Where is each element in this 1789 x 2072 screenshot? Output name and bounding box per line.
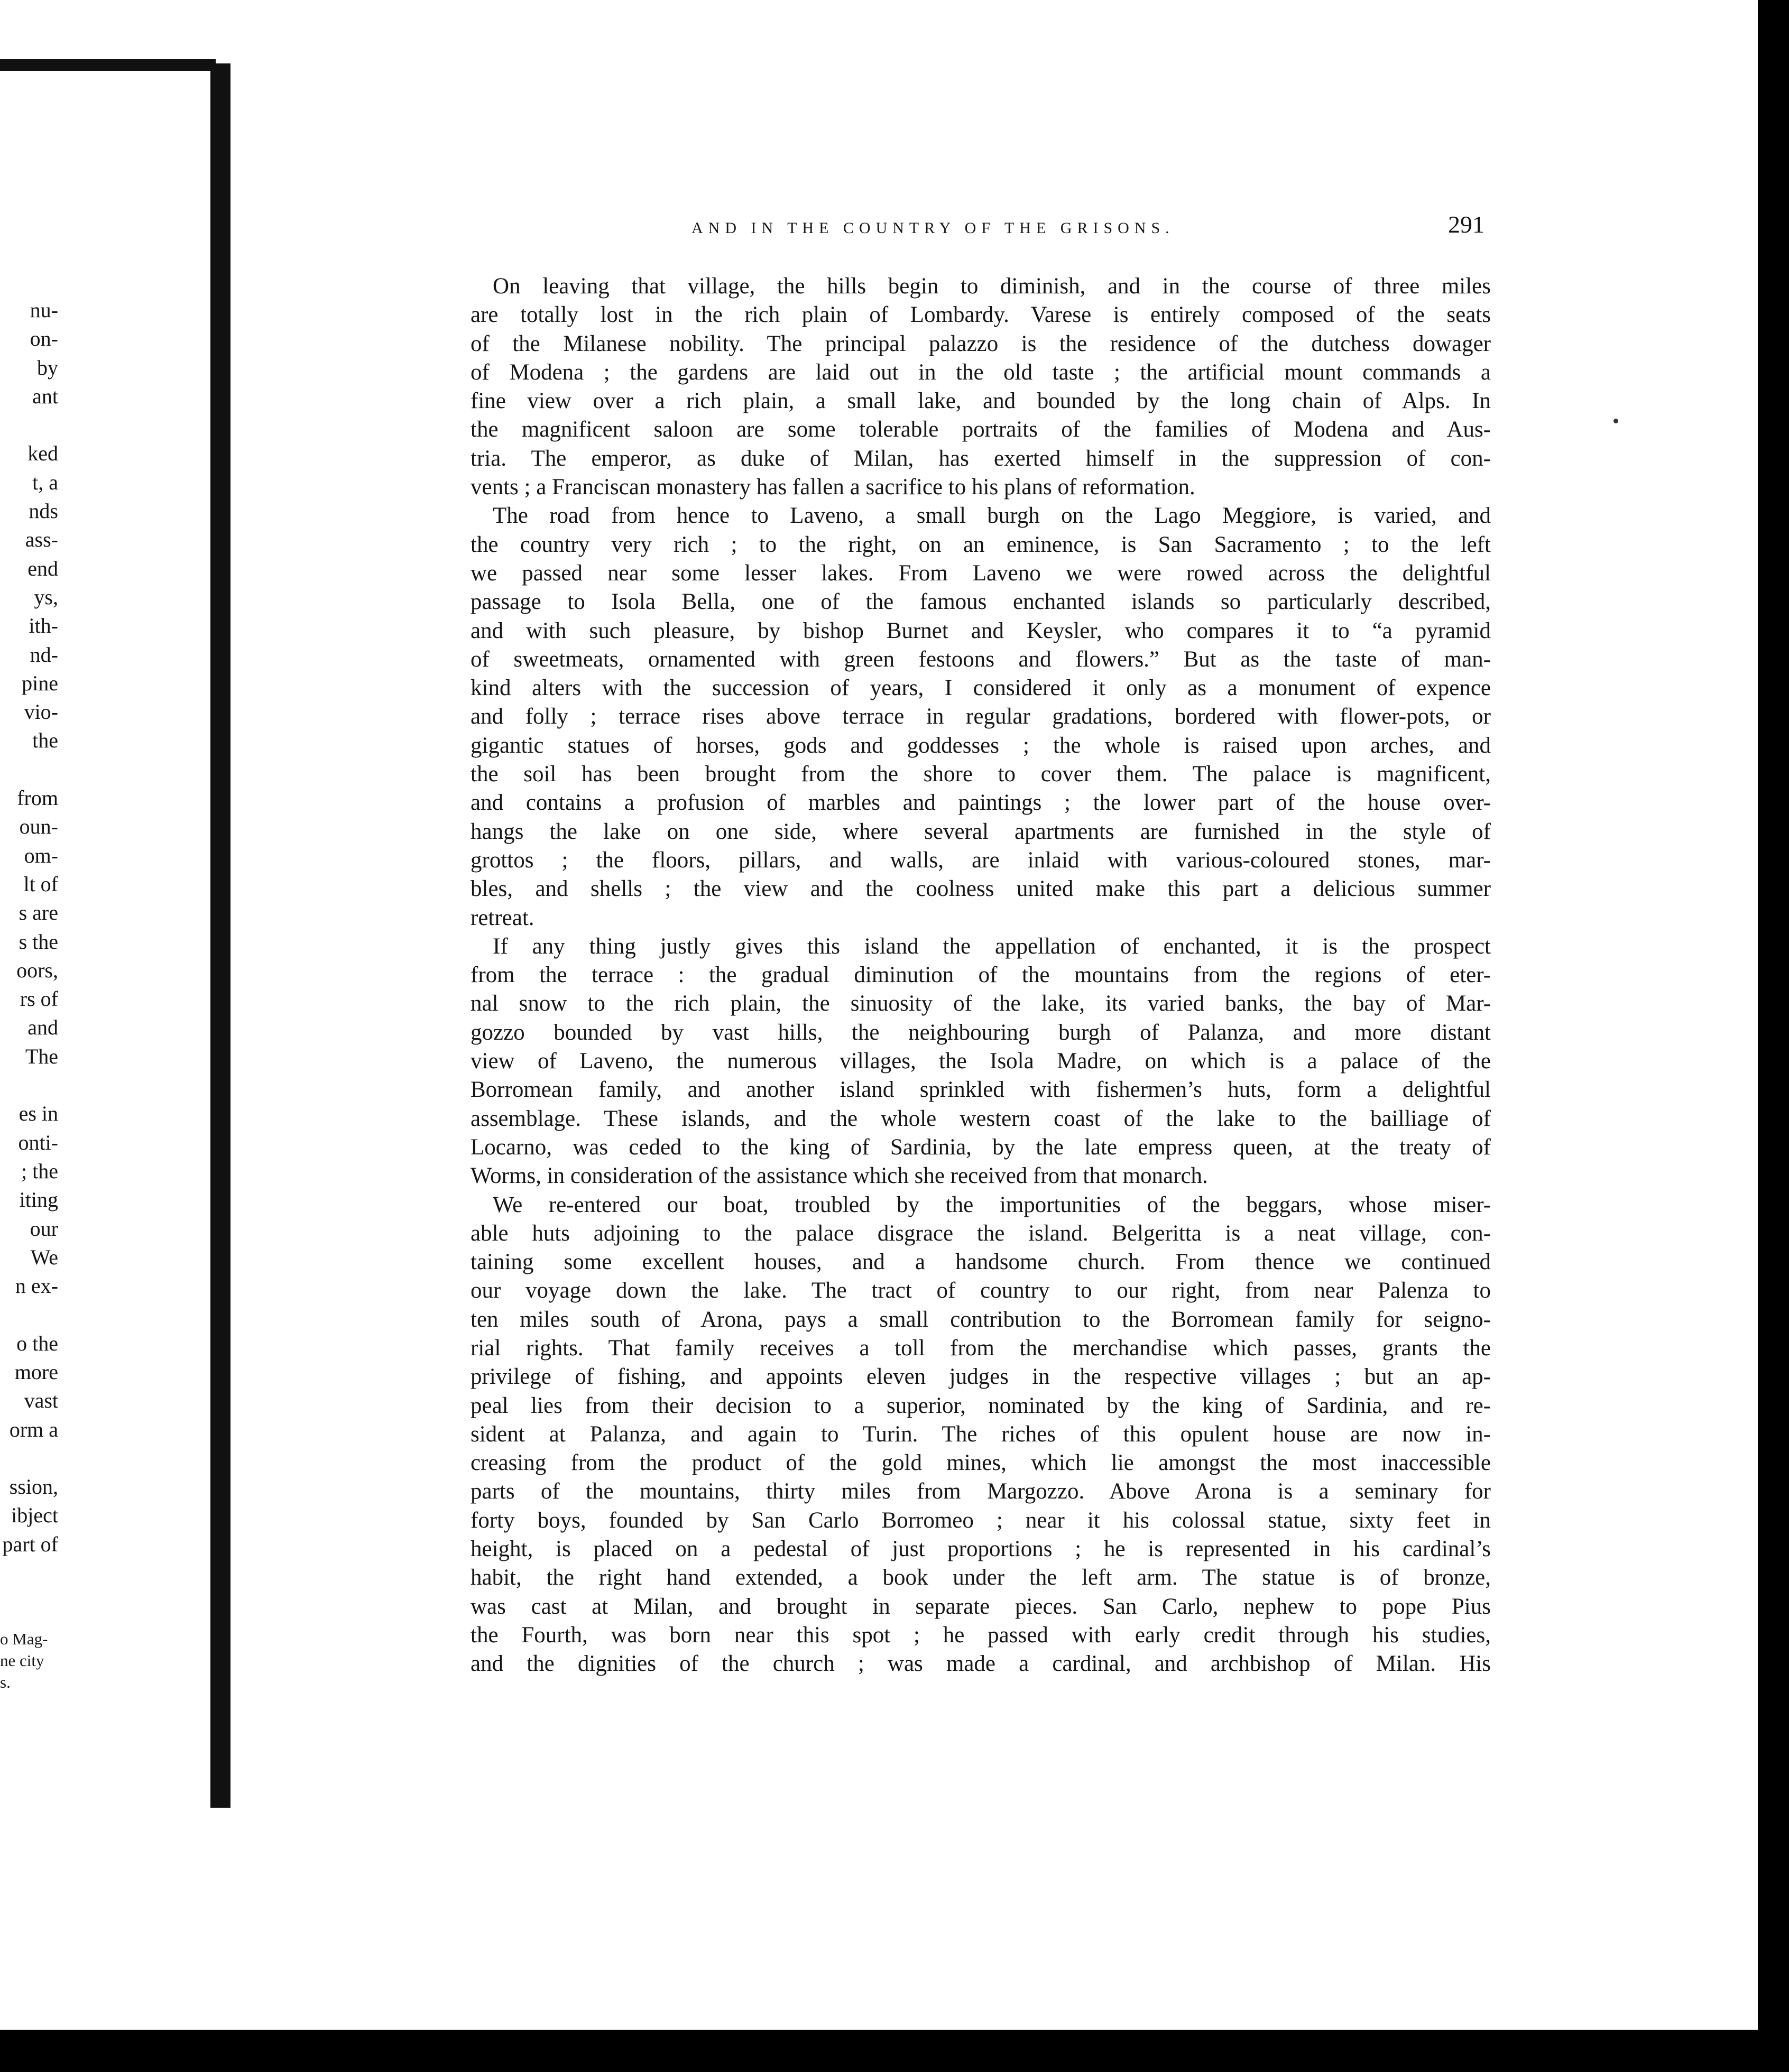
- margin-fragment: orm a: [9, 1417, 58, 1441]
- margin-fragment: iting: [19, 1188, 58, 1212]
- margin-fragment: from: [17, 786, 58, 810]
- text-line: nal snow to the rich plain, the sinuosity of the lake, its varied banks, the bay of Mar-: [471, 991, 1491, 1016]
- text-line: bles, and shells ; the view and the coolness united make this part a delicious summer: [471, 876, 1491, 902]
- margin-note-fragment: o Mag-: [0, 1630, 48, 1648]
- text-line: the magnificent saloon are some tolerable portraits of the families of Modena and Aus-: [471, 417, 1491, 442]
- text-line: passage to Isola Bella, one of the famous enchanted islands so particularly described,: [471, 589, 1491, 615]
- margin-fragment: t, a: [32, 470, 58, 494]
- text-line: Borromean family, and another island sprinkled with fishermen’s huts, form a delightful: [471, 1077, 1491, 1103]
- page-number: 291: [1448, 211, 1484, 238]
- margin-fragment: our: [30, 1216, 58, 1241]
- text-line: taining some excellent houses, and a handsome church. From thence we continued: [471, 1250, 1491, 1275]
- text-line: of sweetmeats, ornamented with green festoons and flowers.” But as the taste of man-: [471, 646, 1491, 672]
- text-line: rial rights. That family receives a toll from the merchandise which passes, grants the: [471, 1335, 1491, 1361]
- previous-page-fragments: [0, 296, 58, 1559]
- text-line: habit, the right hand extended, a book under the left arm. The statue is of bronze,: [471, 1565, 1491, 1590]
- margin-fragment: rs of: [20, 987, 58, 1011]
- text-line: creasing from the product of the gold mines, which lie amongst the most inaccessible: [471, 1450, 1491, 1476]
- margin-fragment: pine: [22, 671, 58, 695]
- text-line: parts of the mountains, thirty miles from Margozzo. Above Arona is a seminary for: [471, 1479, 1491, 1504]
- margin-fragment: [0, 411, 58, 439]
- text-line: view of Laveno, the numerous villages, the Isola Madre, on which is a palace of the: [471, 1049, 1491, 1074]
- text-line: The road from hence to Laveno, a small burgh on the Lago Meggiore, is varied, and: [493, 503, 1491, 529]
- margin-fragment: n ex-: [15, 1274, 58, 1298]
- text-line: our voyage down the lake. The tract of country to our right, from near Palenza to: [471, 1278, 1491, 1303]
- text-line: from the terrace : the gradual diminution of the mountains from the regions of eter-: [471, 963, 1491, 988]
- running-head: AND IN THE COUNTRY OF THE GRISONS.: [691, 219, 1175, 237]
- margin-fragment: ibject: [11, 1503, 58, 1528]
- text-line: retreat.: [471, 905, 534, 930]
- text-line: fine view over a rich plain, a small lake, and bounded by the long chain of Alps. In: [471, 388, 1491, 414]
- margin-fragment: ked: [27, 441, 58, 466]
- margin-fragment: part of: [2, 1532, 58, 1556]
- text-line: ten miles south of Arona, pays a small contribution to the Borromean family for seigno-: [471, 1307, 1491, 1332]
- margin-fragment: more: [14, 1359, 58, 1384]
- margin-fragment: end: [27, 556, 58, 580]
- margin-fragment: ith-: [29, 614, 58, 638]
- book-spine-shadow: [210, 63, 230, 1808]
- margin-fragment: by: [37, 355, 58, 380]
- text-line: and contains a profusion of marbles and paintings ; the lower part of the house over-: [471, 790, 1491, 816]
- text-line: sident at Palanza, and again to Turin. The riches of this opulent house are now in-: [471, 1421, 1491, 1447]
- text-line: peal lies from their decision to a superior, nominated by the king of Sardinia, and re-: [471, 1393, 1491, 1418]
- margin-fragment: es in: [19, 1102, 58, 1126]
- top-rule: [0, 59, 216, 71]
- margin-fragment: s the: [19, 929, 58, 954]
- text-line: assemblage. These islands, and the whole western coast of the lake to the bailliage of: [471, 1106, 1491, 1131]
- text-line: we passed near some lesser lakes. From Laveno we were rowed across the delightful: [471, 560, 1491, 586]
- margin-fragment: [0, 1300, 58, 1329]
- margin-fragment: [0, 755, 58, 784]
- margin-fragment: onti-: [18, 1130, 58, 1154]
- text-line: and folly ; terrace rises above terrace in regular gradations, bordered with flower-pots, or: [471, 704, 1491, 729]
- text-line: grottos ; the floors, pillars, and walls, are inlaid with various-coloured stones, mar-: [471, 847, 1491, 873]
- scan-border-bottom: [0, 2030, 1789, 2072]
- margin-fragment: vio-: [24, 700, 58, 724]
- text-line: hangs the lake on one side, where several apartments are furnished in the style of: [471, 819, 1491, 844]
- text-line: of the Milanese nobility. The principal palazzo is the residence of the dutchess dowager: [471, 331, 1491, 356]
- margin-fragment: nu-: [30, 298, 58, 322]
- text-line: height, is placed on a pedestal of just proportions ; he is represented in his cardinal’s: [471, 1537, 1491, 1562]
- text-line: Locarno, was ceded to the king of Sardinia, by the late empress queen, at the treaty of: [471, 1134, 1491, 1160]
- margin-fragment: lt of: [23, 872, 58, 896]
- margin-fragment: nd-: [30, 642, 58, 667]
- margin-fragment: on-: [30, 327, 58, 351]
- margin-fragment: om-: [24, 843, 58, 867]
- text-line: kind alters with the succession of years, I considered it only as a monument of expence: [471, 676, 1491, 701]
- text-line: and with such pleasure, by bishop Burnet and Keysler, who compares it to “a pyramid: [471, 618, 1491, 643]
- margin-fragment: vast: [24, 1389, 58, 1413]
- text-line: privilege of fishing, and appoints eleven judges in the respective villages ; but an ap-: [471, 1364, 1491, 1390]
- margin-fragment: ssion,: [9, 1475, 58, 1499]
- text-line: was cast at Milan, and brought in separate pieces. San Carlo, nephew to pope Pius: [471, 1594, 1491, 1619]
- text-line: If any thing justly gives this island the appellation of enchanted, it is the prospect: [493, 933, 1491, 959]
- margin-fragment: [0, 1071, 58, 1099]
- scan-speck: [1613, 419, 1618, 423]
- text-line: able huts adjoining to the palace disgrace the island. Belgeritta is a neat village, con-: [471, 1220, 1491, 1246]
- margin-fragment: ; the: [21, 1159, 58, 1183]
- text-line: We re-entered our boat, troubled by the importunities of the beggars, whose miser-: [493, 1192, 1491, 1217]
- text-line: forty boys, founded by San Carlo Borromeo ; near it his colossal statue, sixty feet in: [471, 1507, 1491, 1533]
- text-line: the soil has been brought from the shore to cover them. The palace is magnificent,: [471, 762, 1491, 787]
- text-line: and the dignities of the church ; was made a cardinal, and archbishop of Milan. His: [471, 1651, 1491, 1677]
- margin-fragment: The: [25, 1044, 58, 1068]
- margin-fragment: We: [30, 1245, 58, 1269]
- text-line: gigantic statues of horses, gods and goddesses ; the whole is raised upon arches, and: [471, 733, 1491, 758]
- margin-fragment: oun-: [19, 815, 58, 839]
- text-line: the country very rich ; to the right, on an eminence, is San Sacramento ; to the left: [471, 532, 1491, 557]
- margin-note-fragment: ne city: [0, 1651, 44, 1670]
- text-line: the Fourth, was born near this spot ; he passed with early credit through his studies,: [471, 1622, 1491, 1648]
- margin-fragment: s are: [19, 901, 58, 925]
- margin-fragment: ant: [32, 384, 58, 408]
- body-text: [471, 272, 1491, 1679]
- margin-fragment: nds: [29, 499, 58, 523]
- text-line: gozzo bounded by vast hills, the neighbouring burgh of Palanza, and more distant: [471, 1020, 1491, 1045]
- margin-fragment: [0, 1444, 58, 1473]
- text-line: Worms, in consideration of the assistance which she received from that monarch.: [471, 1163, 1208, 1189]
- margin-note-fragment: s.: [0, 1673, 11, 1691]
- text-line: On leaving that village, the hills begin to diminish, and in the course of three miles: [493, 274, 1491, 299]
- previous-page-footnote-fragments: [0, 1628, 63, 1693]
- margin-fragment: ass-: [25, 528, 58, 552]
- margin-fragment: oors,: [16, 958, 58, 982]
- margin-fragment: and: [27, 1015, 58, 1040]
- text-line: tria. The emperor, as duke of Milan, has exerted himself in the suppression of con-: [471, 446, 1491, 471]
- margin-fragment: o the: [16, 1331, 58, 1355]
- margin-fragment: ys,: [34, 585, 58, 609]
- text-line: vents ; a Franciscan monastery has fallen a sacrifice to his plans of reformation.: [471, 475, 1195, 500]
- text-line: are totally lost in the rich plain of Lombardy. Varese is entirely composed of the seats: [471, 302, 1491, 328]
- text-line: of Modena ; the gardens are laid out in the old taste ; the artificial mount commands a: [471, 359, 1491, 385]
- scan-border-right: [1758, 0, 1789, 2072]
- margin-fragment: the: [32, 728, 58, 753]
